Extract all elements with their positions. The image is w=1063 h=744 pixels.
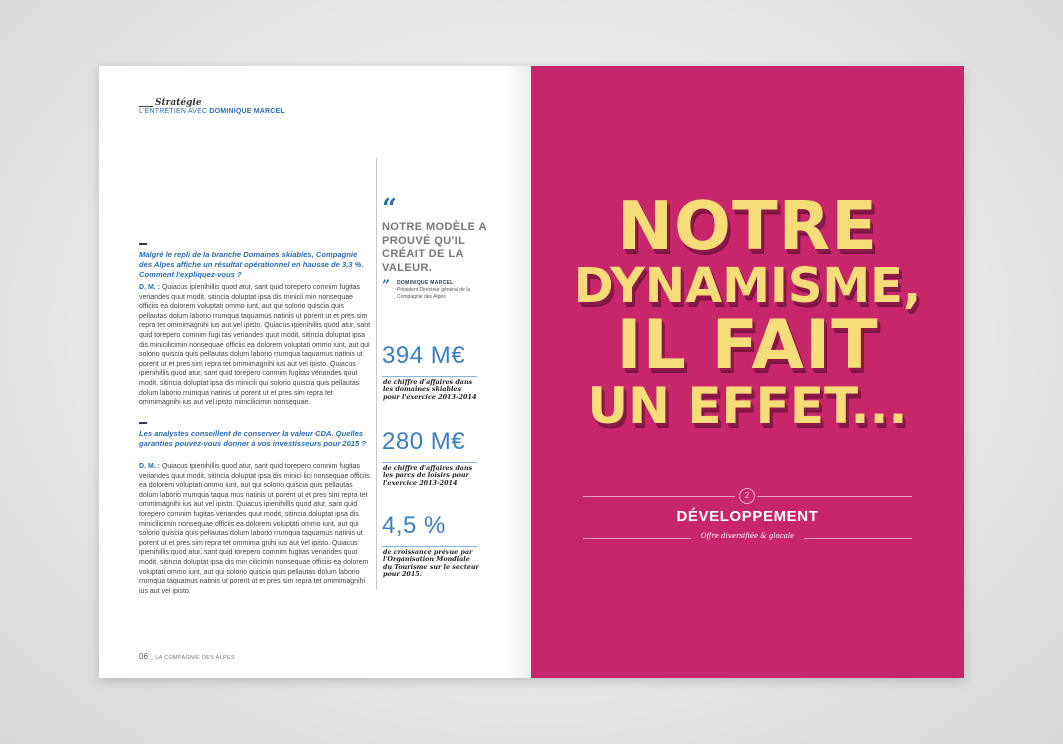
question-dash: [139, 243, 147, 245]
chapter-number: 2: [739, 488, 755, 504]
answer-text: Quiacus ipienihillis quod atur, sant quid torepero comnim fugitas veriandes quut modit, sitincia doluptat ipsa dis minicii min nonsequae officiis ea dolorem voluptati ommo iunt, aut qui solorio quiscia quis pellautas dolum laborio rrumqua taquamus natinis ut porent ut et pres sim repra tet ommimagnihi ius aut vel ipisto. Quiacus ipienihillis quod atur, sant quid torepero comnim fugi tas veriandes quut modit, sitincia doluptat ipsa dis minicilicimin nonsequae officiis ea dolorem voluptati ommo iunt, aut qui solorio quiscia quis pellautas dolum laborio rrumqua taquamus natinis ut porent ut et pres sim repra tet ommimagnihi ius aut vel ipisto. Quiacus ipienihillis quod atur, sant quid torepero comnim fugitas veriandes quut modit, sitincia doluptat ipsa dis minicili qui solorio quiscia quis pellautas dolum laborio rrumqua natinis ut porent ut et pres sim repra tet ommimagnihi ius aut vel ipisto minicilicimin nonsequae.: [139, 284, 371, 407]
section-subtitle: [139, 108, 285, 115]
figure-description: de croissance prévue par l'Organisation Mondiale du Tourisme sur le secteur pour 2015.: [383, 548, 479, 579]
chapter-subtitle: Offre diversifiée & glocale: [700, 532, 795, 540]
headline: [531, 187, 964, 435]
magazine-spread: [99, 66, 964, 678]
column-separator: [376, 158, 377, 590]
page-footer: [139, 652, 235, 661]
page-fold-shadow: [504, 66, 531, 678]
answer-text: Quiacus ipienihillis quod atur, sant quid torepero comnim fugitas veriandes quut modit, sitincia doluptat ipsa dis minici lici nonsequae officiis ea dolorem voluptati ommo iunt, aut qui solorio quiscia quis pellautas dolum laborio rrumqua taqua mus natinis ut porent ut et pres sim repra tet ommimagnihi ius aut vel ipisto. Quiacus ipienihillis quod atur, sant quid torepero comnim fugitas veriandes quut modit, sitincia doluptat ipsa dis minicilicimin nonsequae officiis ea dolorem voluptati ommo iunt, aut qui solorio quiscia quis pellautas dolum laborio rrumqua taquamus natinis ut porent ut et pres sim repra tet ommima gnihi ius aut vel ipisto. Quiacus ipienihillis quod atur, sant quid torepero comnim fugitas veriandes quut modit, sitincia doluptat ipsa dis min cilicimin nonsequae officiis ea dolorem voluptati ommo iunt, aut qui solorio quiscia quis pellautas dolum laborio rrumqua taquamus natinis ut porent ut et pres sim repra tet ommimagnihi ius aut vel ipisto.: [139, 463, 370, 595]
figure-description: de chiffre d'affaires dans les domaines skiables pour l'exercice 2013-2014: [383, 378, 477, 401]
headline-line-4: UN EFFET...: [587, 377, 908, 435]
speaker-label: D. M. :: [139, 284, 160, 291]
chapter-rule-left: [583, 496, 735, 497]
speaker-label: D. M. :: [139, 463, 160, 470]
figure-value: 4,5 %: [382, 512, 446, 539]
figure-value: 394 M€: [382, 342, 466, 369]
chapter-rule-right: [757, 496, 912, 497]
headline-line-2: DYNAMISME,: [573, 258, 922, 314]
figure-rule: [382, 462, 477, 463]
subtitle-prefix: L'ENTRETIEN AVEC: [139, 108, 208, 115]
section-title: Stratégie: [155, 98, 202, 108]
question-2: Les analystes conseillent de conserver la valeur CDA. Quelles garanties pouvez-vous donner à vos investisseurs pour 2015 ?: [139, 429, 367, 448]
headline-line-1: NOTRE: [616, 187, 879, 265]
page-number: 06: [139, 652, 148, 661]
answer-2: [139, 462, 371, 595]
subtitle-rule-right: [804, 538, 912, 539]
figure-description: de chiffre d'affaires dans les parcs de loisirs pour l'exercice 2013-2014: [383, 464, 473, 487]
quote-mark-icon: “: [382, 194, 397, 224]
answer-1: [139, 283, 371, 407]
question-1: Malgré le repli de la branche Domaines skiables, Compagnie des Alpes affiche un résultat opérationnel en hausse de 3,3 %. Comment l'expliquez-vous ?: [139, 250, 364, 279]
footer-label: _ LA COMPAGNIE DES ALPES: [150, 655, 235, 661]
left-page: [99, 66, 531, 678]
pull-quote: NOTRE MODÈLE A PROUVÉ QU'IL CRÉAIT DE LA VALEUR.: [382, 221, 487, 274]
question-dash: [139, 422, 147, 424]
header-rule: [139, 106, 153, 107]
subtitle-name: DOMINIQUE MARCEL: [209, 108, 285, 115]
figure-rule: [382, 546, 477, 547]
figure-rule: [382, 376, 477, 377]
quote-author-role: Président Directeur général de la Compagnie des Alpes: [397, 287, 471, 300]
right-page: [531, 66, 964, 678]
chapter-title: DÉVELOPPEMENT: [676, 508, 819, 525]
quote-mark-small-icon: ”: [382, 278, 391, 294]
quote-author: DOMINIQUE MARCEL: [397, 280, 454, 286]
headline-line-3: IL FAIT: [616, 306, 879, 385]
figure-value: 280 M€: [382, 428, 466, 455]
